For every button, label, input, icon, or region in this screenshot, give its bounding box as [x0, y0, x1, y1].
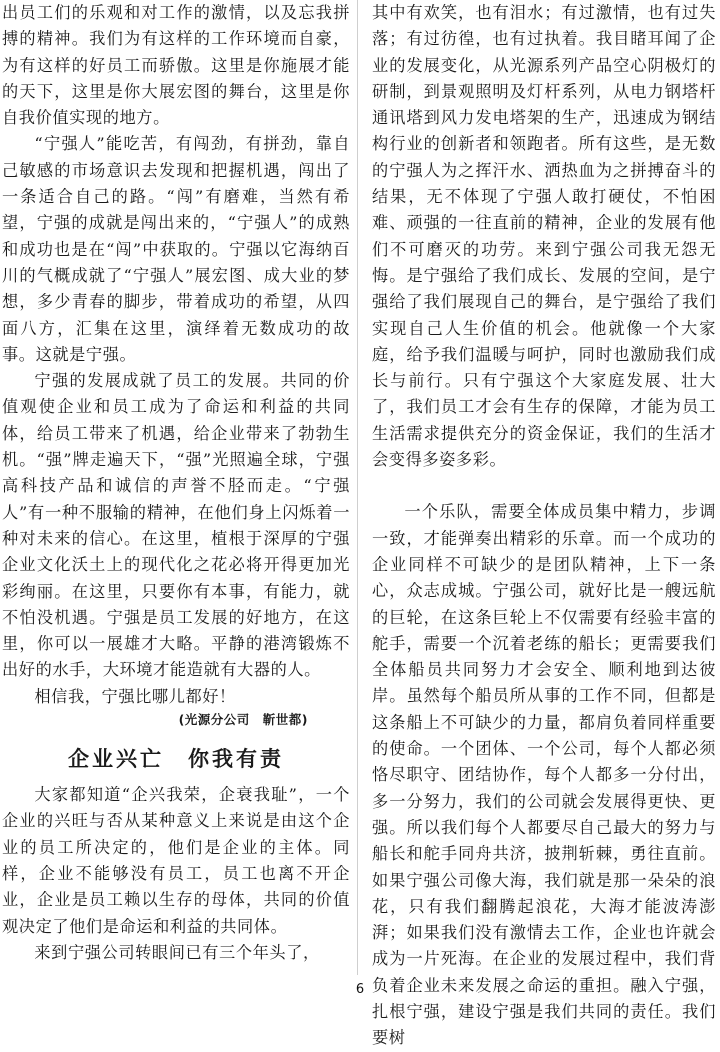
closing-line: 相信我，宁强比哪儿都好！: [34, 686, 236, 706]
column-divider: [357, 0, 358, 975]
page-number: 6: [355, 982, 365, 997]
article-title: 企业兴亡 你我有责: [68, 746, 284, 772]
author-signature: (光源分公司 靳世都): [178, 712, 308, 728]
right-column: [372, 0, 716, 1052]
left-column: [2, 0, 350, 966]
paragraph: 一个乐队，需要全体成员集中精力，步调一致，才能弹奏出精彩的乐章。而一个成功的企业同样不可缺少的是团队精神，上下一条心，众志成城。宁强公司，就好比是一艘远航的巨轮，在这条巨轮上不仅需要有经验丰富的舵手，需要一个沉着老练的船长；更需要我们全体船员共同努力才会安全、顺利地到达彼岸。虽然每个船员所从事的工作不同，但都是这条船上不可缺少的力量，都肩负着同样重要的使命。一个团体、一个公司，每个人都必须恪尽职守、团结协作，每个人都多一分付出，多一分努力，我们的公司就会发展得更快、更强。所以我们每个人都要尽自己最大的努力与船长和舵手同舟共济，披荆斩棘，勇往直前。如果宁强公司像大海，我们就是那一朵朵的浪花，只有我们翻腾起浪花，大海才能波涛澎湃；如果我们没有激情去工作，企业也许就会成为一片死海。在企业的发展过程中，我们背负着企业未来发展之命运的重担。融入宁强，扎根宁强，建设宁强是我们共同的责任。我们要树: [372, 502, 716, 1048]
paragraph-continued: 出员工们的乐观和对工作的激情，以及忘我拼搏的精神。我们为有这样的工作环境而自豪，为有这样的好员工而骄傲。这里是你施展才能的天下，这里是你大展宏图的舞台，这里是你自我价值实现的地方。: [2, 3, 350, 128]
paragraph: “宁强人”能吃苦，有闯劲，有拼劲，靠自己敏感的市场意识去发现和把握机遇，闯出了一条适合自己的路。“闯”有磨难，当然有希望，宁强的成就是闯出来的，“宁强人”的成熟和成功也是在“闯”中获取的。宁强以它海纳百川的气概成就了“宁强人”展宏图、成大业的梦想，多少青春的脚步，带着成功的希望，从四面八方，汇集在这里，演绎着无数成功的故事。这就是宁强。: [2, 134, 350, 364]
paragraph-continued: 其中有欢笑，也有泪水；有过激情，也有过失落；有过彷徨，也有过执着。我目睹耳闻了企业的发展变化，从光源系列产品空心阴极灯的研制，到景观照明及灯杆系列，从电力钢塔杆通讯塔到风力发电塔架的生产，迅速成为钢结构行业的创新者和领跑者。所有这些，是无数的宁强人为之挥汗水、洒热血为之拼搏奋斗的结果，无不体现了宁强人敢打硬仗，不怕困难、顽强的一往直前的精神，企业的发展有他们不可磨灭的功劳。来到宁强公司我无怨无悔。是宁强给了我们成长、发展的空间，是宁强给了我们展现自己的舞台，是宁强给了我们实现自己人生价值的机会。他就像一个大家庭，给予我们温暖与呵护，同时也激励我们成长与前行。只有宁强这个大家庭发展、壮大了，我们员工才会有生存的保障，才能为员工生活需求提供充分的资金保证，我们的生活才会变得多姿多彩。: [372, 3, 716, 470]
paragraph: 大家都知道“企兴我荣，企衰我耻”，一个企业的兴旺与否从某种意义上来说是由这个企业的员工所决定的，他们是企业的主体。同样，企业不能够没有员工，员工也离不开企业，企业是员工赖以生存的母体，共同的价值观决定了他们是命运和利益的共同体。: [2, 785, 350, 936]
paragraph: 宁强的发展成就了员工的发展。共同的价值观使企业和员工成为了命运和利益的共同体，给员工带来了机遇，给企业带来了勃勃生机。“强”牌走遍天下，“强”光照遍全球，宁强高科技产品和诚信的声誉不胫而走。“宁强人”有一种不服输的精神，在他们身上闪烁着一种对未来的信心。在这里，植根于深厚的宁强企业文化沃土上的现代化之花必将开得更加光彩绚丽。在这里，只要你有本事，有能力，就不怕没机遇。宁强是员工发展的好地方，在这里，你可以一展雄才大略。平静的港湾锻炼不出好的水手，大环境才能造就有大器的人。: [2, 371, 350, 680]
paragraph: 来到宁强公司转眼间已有三个年头了，: [34, 942, 320, 962]
